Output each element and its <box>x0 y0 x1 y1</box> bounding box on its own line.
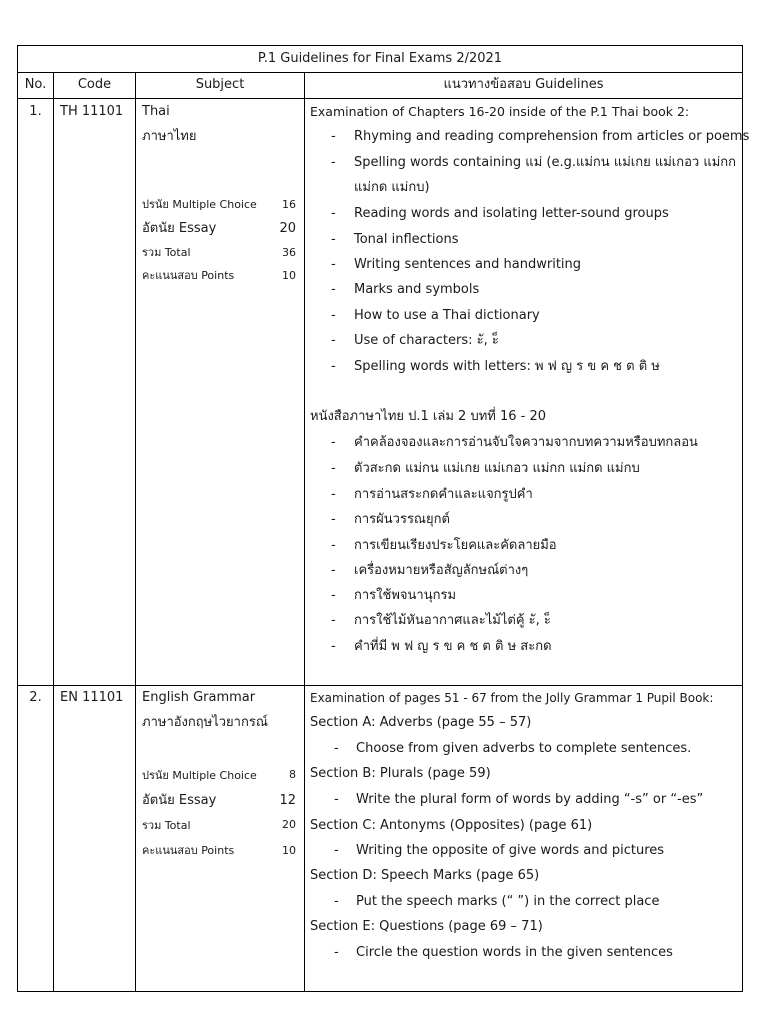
col-divider-no <box>53 72 54 991</box>
row1-code: TH 11101 <box>60 104 124 119</box>
row2-score-value-mc: 8 <box>289 768 296 781</box>
row2-section-title: Section E: Questions (page 69 – 71) <box>310 919 543 934</box>
bullet-dash: - <box>331 359 336 374</box>
row1-thai-item: การใช้ไม้หันอากาศและไม้ไต่คู้ ะั, ะ็ <box>354 613 551 628</box>
row1-item-continuation: แม่กด แม่กบ) <box>354 180 430 195</box>
bullet-dash: - <box>331 613 336 628</box>
row1-thai-item: การใช้พจนานุกรม <box>354 588 457 603</box>
row2-section-item: Choose from given adverbs to complete sentences. <box>356 741 692 756</box>
row1-thai-item: คำที่มี พ ฟ ญ ร ข ค ช ต ติ ษ สะกด <box>354 639 552 654</box>
bullet-dash: - <box>334 741 339 756</box>
bullet-dash: - <box>331 639 336 654</box>
row2-number: 2. <box>29 690 42 705</box>
bullet-dash: - <box>331 563 336 578</box>
row1-thai-item: คำคล้องจองและการอ่านจับใจความจากบทความหรือบทกลอน <box>354 435 698 450</box>
row1-score-label-essay: อัตนัย Essay <box>142 221 217 236</box>
row1-subject-en: Thai <box>142 104 170 119</box>
row2-section-title: Section B: Plurals (page 59) <box>310 766 491 781</box>
bullet-dash: - <box>331 129 336 144</box>
row2-code: EN 11101 <box>60 690 124 705</box>
row2-score-label-mc: ปรนัย Multiple Choice <box>142 769 257 782</box>
row1-score-label-mc: ปรนัย Multiple Choice <box>142 198 257 211</box>
row2-section-title: Section D: Speech Marks (page 65) <box>310 868 540 883</box>
row1-thai-item: การอ่านสระกดคำและแจกรูปคำ <box>354 487 533 502</box>
col-divider-code <box>135 72 136 991</box>
row1-item: Use of characters: ะั, ะ็ <box>354 333 499 348</box>
row1-thai-item: ตัวสะกด แม่กน แม่เกย แม่เกอว แม่กก แม่กด แม่กบ <box>354 461 640 476</box>
bullet-dash: - <box>334 945 339 960</box>
bullet-dash: - <box>331 232 336 247</box>
row2-section-item: Writing the opposite of give words and pictures <box>356 843 665 858</box>
table-title: P.1 Guidelines for Final Exams 2/2021 <box>257 51 503 66</box>
row1-thai-item: การผันวรรณยุกต์ <box>354 512 450 527</box>
row1-score-value-essay: 20 <box>279 221 296 236</box>
guidelines-table <box>17 45 750 992</box>
row1-thai-heading: หนังสือภาษาไทย ป.1 เล่ม 2 บทที่ 16 - 20 <box>310 409 547 424</box>
row2-section-item: Put the speech marks (“ ”) in the correct place <box>356 894 660 909</box>
row2-score-value-essay: 12 <box>279 793 296 808</box>
row1-item: Spelling words with letters: พ ฟ ญ ร ข ค ช ต ติ ษ <box>354 359 660 374</box>
row1-item: How to use a Thai dictionary <box>354 308 540 323</box>
row2-score-label-points: คะแนนสอบ Points <box>142 844 235 857</box>
bullet-dash: - <box>334 843 339 858</box>
bullet-dash: - <box>331 257 336 272</box>
row1-thai-item: เครื่องหมายหรือสัญลักษณ์ต่างๆ <box>354 563 529 578</box>
row-divider <box>18 685 742 686</box>
row1-score-value-total: 36 <box>282 246 296 259</box>
row1-item: Rhyming and reading comprehension from articles or poems <box>354 129 750 144</box>
title-divider <box>18 72 742 73</box>
row1-item: Marks and symbols <box>354 282 480 297</box>
row2-score-label-essay: อัตนัย Essay <box>142 793 217 808</box>
row1-thai-item: การเขียนเรียงประโยคและคัดลายมือ <box>354 538 557 553</box>
bullet-dash: - <box>331 282 336 297</box>
row2-section-title: Section A: Adverbs (page 55 – 57) <box>310 715 532 730</box>
row2-section-item: Circle the question words in the given sentences <box>356 945 673 960</box>
row2-score-value-points: 10 <box>282 844 296 857</box>
row1-number: 1. <box>29 104 42 119</box>
bullet-dash: - <box>331 308 336 323</box>
row1-intro: Examination of Chapters 16-20 inside of the P.1 Thai book 2: <box>310 104 690 119</box>
row2-subject-th: ภาษาอังกฤษไวยากรณ์ <box>142 715 268 730</box>
row1-score-label-total: รวม Total <box>142 246 191 259</box>
row2-score-label-total: รวม Total <box>142 819 191 832</box>
bullet-dash: - <box>334 894 339 909</box>
bullet-dash: - <box>331 206 336 221</box>
bullet-dash: - <box>331 512 336 527</box>
row2-section-item: Write the plural form of words by adding “-s” or “-es” <box>356 792 704 807</box>
row1-item: Writing sentences and handwriting <box>354 257 582 272</box>
row2-subject-en: English Grammar <box>142 690 256 705</box>
row1-score-value-points: 10 <box>282 269 296 282</box>
bullet-dash: - <box>331 588 336 603</box>
row2-intro: Examination of pages 51 - 67 from the Jolly Grammar 1 Pupil Book: <box>310 691 714 705</box>
row2-score-value-total: 20 <box>282 818 296 831</box>
header-no: No. <box>24 77 47 92</box>
header-divider <box>18 98 742 99</box>
row1-item: Reading words and isolating letter-sound groups <box>354 206 669 221</box>
row2-section-title: Section C: Antonyms (Opposites) (page 61) <box>310 818 593 833</box>
header-code: Code <box>77 77 112 92</box>
row1-score-value-mc: 16 <box>282 198 296 211</box>
bullet-dash: - <box>331 538 336 553</box>
row1-subject-th: ภาษาไทย <box>142 129 197 144</box>
row1-score-label-points: คะแนนสอบ Points <box>142 269 235 282</box>
bullet-dash: - <box>334 792 339 807</box>
header-guidelines: แนวทางข้อสอบ Guidelines <box>443 77 604 92</box>
col-divider-subject <box>304 72 305 991</box>
bullet-dash: - <box>331 461 336 476</box>
row1-item: Spelling words containing แม่ (e.g.แม่กน แม่เกย แม่เกอว แม่กก <box>354 155 737 170</box>
bullet-dash: - <box>331 435 336 450</box>
header-subject: Subject <box>195 77 245 92</box>
bullet-dash: - <box>331 155 336 170</box>
row1-item: Tonal inflections <box>354 232 459 247</box>
bullet-dash: - <box>331 333 336 348</box>
bullet-dash: - <box>331 487 336 502</box>
